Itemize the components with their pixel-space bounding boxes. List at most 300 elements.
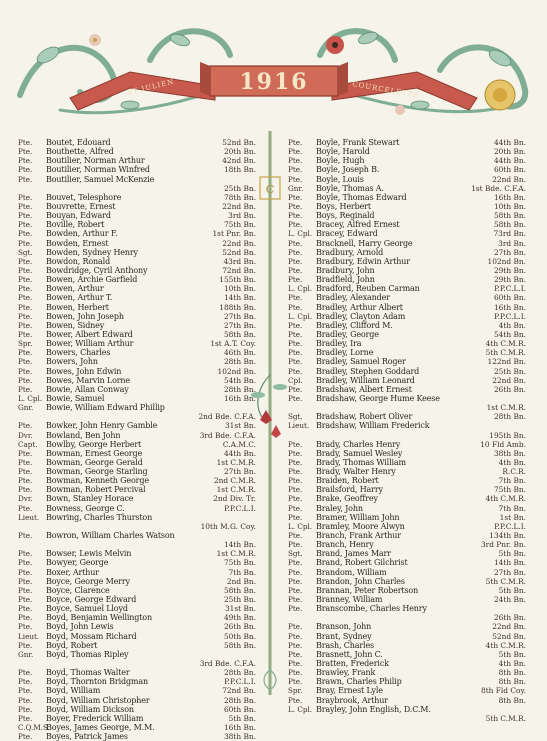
entry-rank: Pte. xyxy=(288,622,303,632)
entry-name: Boys, Herbert xyxy=(316,201,371,211)
roll-entry xyxy=(18,357,256,366)
entry-name: Bowen, Arthur xyxy=(46,284,104,294)
entry-name: Bowen, Sidney xyxy=(46,320,105,330)
entry-rank: Pte. xyxy=(18,421,33,431)
entry-unit: 26th Bn. xyxy=(223,622,256,632)
roll-entry xyxy=(288,348,526,357)
entry-rank: Pte. xyxy=(288,439,303,449)
entry-name: Bowness, George C. xyxy=(46,503,125,513)
roll-entry xyxy=(288,293,526,302)
entry-unit: 8th Bn. xyxy=(498,668,526,678)
entry-rank: Gnr. xyxy=(18,649,34,659)
entry-unit: 27th Bn. xyxy=(223,320,256,330)
entry-unit: 27th Bn. xyxy=(223,467,256,477)
entry-rank: Pte. xyxy=(18,585,33,595)
entry-rank: Pte. xyxy=(18,375,33,385)
entry-name: Branch, Henry xyxy=(316,540,374,550)
entry-rank: Pte. xyxy=(288,558,303,568)
roll-entry xyxy=(18,522,256,531)
entry-rank: Pte. xyxy=(18,366,33,376)
entry-rank: Pte. xyxy=(288,585,303,595)
entry-rank: Pte. xyxy=(18,640,33,650)
entry-name: Bradley, Lorne xyxy=(316,348,374,358)
entry-rank: Pte. xyxy=(288,165,303,175)
entry-rank: Pte. xyxy=(288,147,303,157)
roll-entry xyxy=(18,531,256,540)
entry-name: Boyer, Frederick William xyxy=(46,713,144,723)
entry-name: Boyd, William Dickson xyxy=(46,704,134,714)
entry-name: Bowman, George Gerald xyxy=(46,457,143,467)
entry-name: Bowman, Robert Percival xyxy=(46,485,146,495)
entry-rank: Pte. xyxy=(18,677,33,687)
banner-right-text: COURCELETTE xyxy=(351,80,421,100)
entry-unit: 3rd Bde. C.F.A. xyxy=(199,430,256,440)
entry-name: Brailsford, Harry xyxy=(316,485,383,495)
roll-entry xyxy=(288,394,526,403)
entry-name: Brandon, John Charles xyxy=(316,576,405,586)
roll-entry xyxy=(288,449,526,458)
entry-unit: 5th C.M.R. xyxy=(485,576,526,586)
entry-rank: Pte. xyxy=(288,201,303,211)
entry-name: Boyd, Thornton Bridgman xyxy=(46,677,148,687)
entry-name: Boyle, Louis xyxy=(316,174,364,184)
entry-rank: Pte. xyxy=(288,275,303,285)
roll-entry xyxy=(288,595,526,604)
roll-entry xyxy=(288,275,526,284)
entry-name: Boyd, Mossam Richard xyxy=(46,631,137,641)
entry-unit: 44th Bn. xyxy=(493,156,526,166)
entry-rank: Pte. xyxy=(18,558,33,568)
entry-rank: Pte. xyxy=(18,384,33,394)
roll-entry xyxy=(288,540,526,549)
roll-entry xyxy=(18,184,256,193)
entry-name: Bowen, Arthur T. xyxy=(46,293,113,303)
entry-rank: Pte. xyxy=(18,567,33,577)
entry-name: Branch, Frank Arthur xyxy=(316,531,401,541)
entry-unit: P.P.C.L.I. xyxy=(224,503,256,513)
entry-unit: 22nd Bn. xyxy=(222,238,256,248)
entry-name: Boutet, Edouard xyxy=(46,138,111,147)
entry-unit: P.P.C.L.I. xyxy=(494,284,526,294)
entry-rank: Pte. xyxy=(18,467,33,477)
roll-entry xyxy=(18,193,256,202)
entry-unit: 25th Bn. xyxy=(493,366,526,376)
entry-rank: Pte. xyxy=(18,732,33,741)
roll-entry xyxy=(288,156,526,165)
entry-name: Braybrook, Arthur xyxy=(316,695,388,705)
entry-rank: Pte. xyxy=(288,631,303,641)
entry-unit: 72nd Bn. xyxy=(222,265,256,275)
entry-name: Bowlby, George Herbert xyxy=(46,439,142,449)
entry-rank: Pte. xyxy=(288,649,303,659)
entry-rank: Pte. xyxy=(288,339,303,349)
roll-entry xyxy=(18,668,256,677)
roll-entry xyxy=(18,248,256,257)
entry-unit: 102nd Bn. xyxy=(487,256,526,266)
roll-entry xyxy=(18,376,256,385)
roll-entry xyxy=(18,440,256,449)
entry-name: Boys, Reginald xyxy=(316,211,375,221)
entry-rank: Pte. xyxy=(288,366,303,376)
entry-unit: 29th Bn. xyxy=(493,275,526,285)
entry-name: Bowron, William Charles Watson xyxy=(46,531,175,541)
roll-entry xyxy=(18,604,256,613)
entry-unit: 18th Bn. xyxy=(223,165,256,175)
entry-unit: 58th Bn. xyxy=(493,220,526,230)
entry-rank: Pte. xyxy=(18,256,33,266)
entry-rank: Pte. xyxy=(18,311,33,321)
roll-entry xyxy=(18,458,256,467)
entry-rank: Lieut. xyxy=(288,421,310,431)
entry-unit: 2nd C.M.R. xyxy=(213,476,256,486)
entry-unit: 14th Bn. xyxy=(223,293,256,303)
entry-rank: Pte. xyxy=(288,238,303,248)
entry-unit: 25th Bn. xyxy=(223,595,256,605)
entry-name: Bouyan, Edward xyxy=(46,211,111,221)
entry-unit: 50th Bn. xyxy=(223,631,256,641)
roll-entry xyxy=(18,705,256,714)
entry-unit: 8th Bn. xyxy=(498,677,526,687)
entry-rank: Pte. xyxy=(18,622,33,632)
entry-name: Bowyer, George xyxy=(46,558,109,568)
roll-entry xyxy=(288,577,526,586)
entry-unit: 52nd Bn. xyxy=(222,247,256,257)
entry-name: Bouvrette, Ernest xyxy=(46,201,116,211)
roll-entry xyxy=(288,622,526,631)
entry-rank: Pte. xyxy=(18,284,33,294)
entry-rank: L. Cpl. xyxy=(288,284,313,294)
entry-unit: 1st Bde. C.F.A. xyxy=(471,183,526,193)
entry-name: Bramer, William John xyxy=(316,512,400,522)
roll-entry xyxy=(288,229,526,238)
entry-unit: 43rd Bn. xyxy=(223,256,256,266)
entry-rank: Pte. xyxy=(18,713,33,723)
entry-name: Bouthette, Alfred xyxy=(46,147,114,157)
entry-name: Bowser, Lewis Melvin xyxy=(46,549,132,559)
left-column xyxy=(18,138,256,741)
entry-name: Branson, John xyxy=(316,622,372,632)
roll-entry xyxy=(18,321,256,330)
roll-entry xyxy=(18,339,256,348)
roll-entry xyxy=(18,403,256,412)
entry-name: Bowland, Ben John xyxy=(46,430,121,440)
entry-unit: 1st C.M.R. xyxy=(216,485,256,495)
entry-unit: 25th Bn. xyxy=(223,183,256,193)
roll-entry xyxy=(18,549,256,558)
roll-entry xyxy=(288,522,526,531)
entry-name: Brannan, Peter Robertson xyxy=(316,585,419,595)
entry-name: Bratten, Frederick xyxy=(316,659,389,669)
entry-name: Bown, Stanley Horace xyxy=(46,494,134,504)
entry-unit: 2nd Bn. xyxy=(226,576,256,586)
entry-rank: Pte. xyxy=(288,192,303,202)
entry-rank: Pte. xyxy=(18,265,33,275)
entry-rank: Pte. xyxy=(288,567,303,577)
roll-entry xyxy=(288,303,526,312)
roll-entry xyxy=(288,513,526,522)
entry-name: Bowden, Arthur F. xyxy=(46,229,118,239)
roll-entry xyxy=(18,568,256,577)
entry-rank: L. Cpl. xyxy=(288,311,313,321)
entry-name: Bradley, Samuel Roger xyxy=(316,357,406,367)
roll-entry xyxy=(18,677,256,686)
roll-entry xyxy=(288,531,526,540)
entry-rank: Pte. xyxy=(18,138,33,147)
entry-rank: Pte. xyxy=(18,604,33,614)
roll-entry xyxy=(288,312,526,321)
roll-entry xyxy=(288,458,526,467)
entry-unit: 38th Bn. xyxy=(493,448,526,458)
entry-rank: Pte. xyxy=(18,531,33,541)
roll-entry xyxy=(18,303,256,312)
roll-entry xyxy=(18,367,256,376)
roll-entry xyxy=(288,476,526,485)
entry-unit: R.C.R. xyxy=(502,467,526,477)
entry-name: Brake, Geoffrey xyxy=(316,494,378,504)
roll-entry xyxy=(18,202,256,211)
entry-unit: 7th Bn. xyxy=(498,503,526,513)
entry-rank: Pte. xyxy=(18,192,33,202)
entry-name: Boutilier, Norman Arthur xyxy=(46,156,145,166)
entry-name: Bowden, Sydney Henry xyxy=(46,247,138,257)
roll-entry xyxy=(288,385,526,394)
entry-unit: 1st Bn. xyxy=(499,512,526,522)
roll-entry xyxy=(288,467,526,476)
entry-unit: 8th Bn. xyxy=(498,695,526,705)
roll-entry xyxy=(288,632,526,641)
entry-unit: 28th Bn. xyxy=(223,384,256,394)
entry-unit: 10th Bn. xyxy=(493,201,526,211)
roll-entry xyxy=(288,367,526,376)
entry-unit: 7th Bn. xyxy=(498,476,526,486)
roll-entry xyxy=(18,175,256,184)
entry-unit: 3rd Pnr. Bn. xyxy=(480,540,526,550)
entry-unit: 1st C.M.R. xyxy=(486,403,526,413)
entry-unit: 58th Bn. xyxy=(223,585,256,595)
entry-rank: Pte. xyxy=(288,668,303,678)
entry-unit: 28th Bn. xyxy=(223,695,256,705)
entry-rank: Pte. xyxy=(288,174,303,184)
entry-name: Boutilier, Norman Winfred xyxy=(46,165,150,175)
roll-entry xyxy=(288,696,526,705)
roll-entry xyxy=(18,412,256,421)
roll-entry xyxy=(18,165,256,174)
entry-name: Bower, William Arthur xyxy=(46,339,134,349)
entry-rank: Pte. xyxy=(18,147,33,157)
roll-entry xyxy=(288,248,526,257)
roll-entry xyxy=(18,211,256,220)
entry-rank: Pte. xyxy=(288,348,303,358)
entry-rank: Sgt. xyxy=(288,412,303,422)
entry-rank: Pte. xyxy=(18,302,33,312)
entry-unit: 75th Bn. xyxy=(223,558,256,568)
entry-unit: 2nd Bde. C.F.A. xyxy=(198,412,256,422)
roll-entry xyxy=(18,485,256,494)
entry-rank: Lieut. xyxy=(18,512,40,522)
entry-name: Bradley, Stephen Goddard xyxy=(316,366,420,376)
entry-rank: Pte. xyxy=(288,659,303,669)
entry-name: Bowes, John Edwin xyxy=(46,366,122,376)
entry-name: Bradley, Clayton Adam xyxy=(316,311,406,321)
roll-entry xyxy=(18,147,256,156)
roll-entry xyxy=(288,641,526,650)
entry-rank: Pte. xyxy=(18,229,33,239)
entry-name: Bracey, Alfred Ernest xyxy=(316,220,400,230)
roll-entry xyxy=(288,668,526,677)
roll-entry xyxy=(18,348,256,357)
entry-unit: 3rd Bn. xyxy=(228,211,256,221)
roll-entry xyxy=(288,357,526,366)
entry-name: Braiden, Robert xyxy=(316,476,379,486)
entry-rank: Pte. xyxy=(288,695,303,705)
roll-entry xyxy=(18,293,256,302)
entry-rank: Pte. xyxy=(18,576,33,586)
entry-name: Bracknell, Harry George xyxy=(316,238,413,248)
entry-rank: Spr. xyxy=(18,339,33,349)
roll-entry xyxy=(288,659,526,668)
entry-unit: 4th C.M.R. xyxy=(485,494,526,504)
entry-unit: 155th Bn. xyxy=(219,275,256,285)
entry-rank: Pte. xyxy=(18,704,33,714)
roll-entry xyxy=(288,403,526,412)
entry-unit: 49th Bn. xyxy=(223,613,256,623)
entry-unit: 78th Bn. xyxy=(223,192,256,202)
entry-unit: 16th Bn. xyxy=(493,192,526,202)
entry-name: Boyd, Thomas Walter xyxy=(46,668,130,678)
roll-entry xyxy=(18,595,256,604)
entry-unit: 38th Bn. xyxy=(223,732,256,741)
roll-entry xyxy=(288,686,526,695)
right-column xyxy=(288,138,526,723)
roll-entry xyxy=(288,705,526,714)
entry-name: Boxer, Arthur xyxy=(46,567,99,577)
entry-name: Bradley, Arthur Albert xyxy=(316,302,403,312)
entry-rank: Pte. xyxy=(18,686,33,696)
entry-rank: Pte. xyxy=(18,695,33,705)
roll-entry xyxy=(288,568,526,577)
entry-name: Brayley, John English, D.C.M. xyxy=(316,704,431,714)
entry-rank: Pte. xyxy=(288,604,303,614)
entry-unit: 42nd Bn. xyxy=(222,156,256,166)
roll-entry xyxy=(288,184,526,193)
entry-name: Boyce, George Merry xyxy=(46,576,130,586)
entry-rank: Pte. xyxy=(288,576,303,586)
entry-name: Bowie, William Edward Phillip xyxy=(46,403,165,413)
entry-unit: 31st Bn. xyxy=(224,604,256,614)
entry-unit: C.A.M.C. xyxy=(222,439,256,449)
roll-entry xyxy=(18,613,256,622)
entry-name: Bowring, Charles Thurston xyxy=(46,512,153,522)
roll-entry xyxy=(18,650,256,659)
entry-rank: Pte. xyxy=(288,503,303,513)
roll-entry xyxy=(18,513,256,522)
entry-rank: Pte. xyxy=(18,211,33,221)
entry-unit: 22nd Bn. xyxy=(222,201,256,211)
roll-entry xyxy=(288,202,526,211)
banner-left-text: ST JULIEN xyxy=(126,77,176,97)
entry-rank: Pte. xyxy=(18,348,33,358)
entry-rank: Pte. xyxy=(18,320,33,330)
roll-entry xyxy=(288,431,526,440)
entry-rank: Pte. xyxy=(18,238,33,248)
entry-rank: Pte. xyxy=(288,247,303,257)
entry-rank: Pte. xyxy=(18,275,33,285)
entry-unit: 134th Bn. xyxy=(489,531,526,541)
roll-entry xyxy=(288,284,526,293)
roll-entry xyxy=(288,257,526,266)
entry-rank: Cpl. xyxy=(288,375,303,385)
roll-entry xyxy=(18,257,256,266)
entry-rank: Dvr. xyxy=(18,430,33,440)
entry-unit: 188th Bn. xyxy=(219,302,256,312)
roll-entry xyxy=(288,485,526,494)
roll-entry xyxy=(288,714,526,723)
entry-rank: Pte. xyxy=(288,393,303,403)
entry-unit: 4th C.M.R. xyxy=(485,339,526,349)
entry-name: Boyd, Benjamin Wellington xyxy=(46,613,152,623)
entry-unit: 46th Bn. xyxy=(223,348,256,358)
entry-name: Boyce, Samuel Lloyd xyxy=(46,604,128,614)
entry-unit: 5th Bn. xyxy=(498,549,526,559)
entry-rank: Gnr. xyxy=(18,403,34,413)
entry-rank: Gnr. xyxy=(288,183,304,193)
entry-name: Bowman, George Starling xyxy=(46,467,148,477)
roll-entry xyxy=(18,686,256,695)
entry-unit: 44th Bn. xyxy=(493,138,526,147)
entry-name: Bowers, Charles xyxy=(46,348,111,358)
roll-entry xyxy=(288,339,526,348)
entry-name: Bowie, Allan Conway xyxy=(46,384,129,394)
entry-rank: Pte. xyxy=(288,256,303,266)
entry-rank: Pte. xyxy=(288,448,303,458)
entry-unit: 54th Bn. xyxy=(223,375,256,385)
roll-entry xyxy=(18,641,256,650)
entry-rank: Pte. xyxy=(288,485,303,495)
entry-rank: Spr. xyxy=(288,686,303,696)
entry-unit: 5th Bn. xyxy=(498,585,526,595)
entry-name: Bradbury, Edwin Arthur xyxy=(316,256,410,266)
entry-rank: Pte. xyxy=(288,512,303,522)
entry-unit: 22nd Bn. xyxy=(492,375,526,385)
entry-rank: Pte. xyxy=(18,448,33,458)
roll-entry xyxy=(18,696,256,705)
entry-unit: 58th Bn. xyxy=(493,211,526,221)
entry-name: Bowers, John xyxy=(46,357,98,367)
entry-rank: Pte. xyxy=(288,302,303,312)
entry-rank: L. Cpl. xyxy=(288,229,313,239)
entry-name: Bradley, Clifford M. xyxy=(316,320,393,330)
entry-unit: 8th Fld Coy. xyxy=(481,686,526,696)
entry-rank: Pte. xyxy=(18,595,33,605)
roll-entry xyxy=(18,312,256,321)
entry-rank: Pte. xyxy=(288,531,303,541)
entry-rank: Pte. xyxy=(18,457,33,467)
entry-unit: 24th Bn. xyxy=(493,595,526,605)
entry-unit: 195th Bn. xyxy=(489,430,526,440)
entry-name: Bradshaw, Albert Ernest xyxy=(316,384,412,394)
entry-rank: Pte. xyxy=(18,668,33,678)
entry-unit: 10th Bn. xyxy=(223,284,256,294)
roll-entry xyxy=(288,330,526,339)
entry-name: Bouvet, Telesphore xyxy=(46,192,122,202)
roll-entry xyxy=(288,376,526,385)
entry-unit: P.P.C.L.I. xyxy=(494,311,526,321)
entry-unit: 26th Bn. xyxy=(493,384,526,394)
roll-entry xyxy=(288,494,526,503)
entry-unit: 28th Bn. xyxy=(223,357,256,367)
entry-name: Bradshaw, Robert Oliver xyxy=(316,412,413,422)
entry-unit: P.P.C.L.I. xyxy=(494,521,526,531)
